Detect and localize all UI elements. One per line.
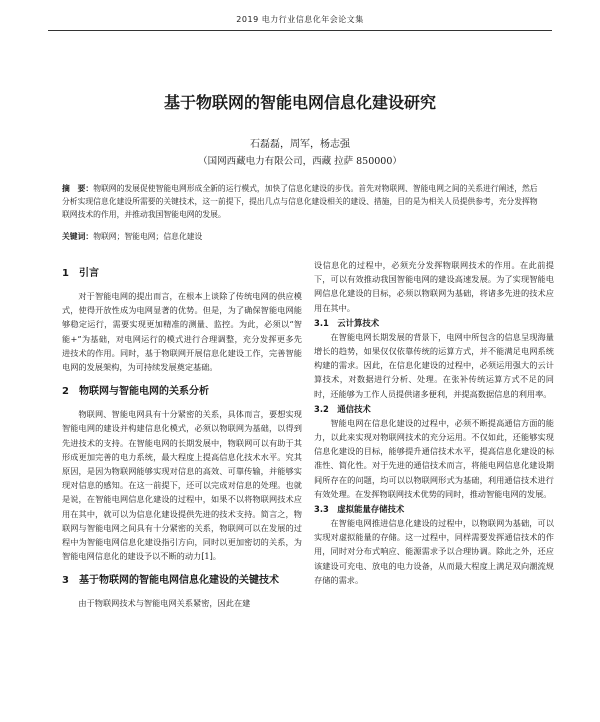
paragraph: 在智能电网推进信息化建设的过程中，以物联网为基础，可以实现对虚拟能量的存储。这一过程中，同样需要发挥通信技术的作用，同时对分布式响应、能源需求予以合理协调。除此之外，还应该建设可充电、放电的电力设备，从而最大程度上满足双向潮流规存储的需求。 bbox=[314, 518, 554, 585]
subsection-heading-virtual-energy-storage: 3.3 虚拟能量存储技术 bbox=[314, 504, 405, 515]
abstract-text: 物联网的发展促使智能电网形成全新的运行模式，加快了信息化建设的步伐。首先对物联网、智能电网之间的关系进行阐述，然后分析实现信息化建设所需要的关键技术，这一前提下，提出几点与信息化建设相关的建设、措施，目的是为相关人员提供参考，充分发挥物联网技术的作用，并推动我国智能电网的发展。 bbox=[62, 184, 538, 219]
subsection-heading-cloud-computing: 3.1 云计算技术 bbox=[314, 317, 380, 328]
section-heading-relationship: 2 物联网与智能电网的关系分析 bbox=[62, 386, 209, 398]
keywords bbox=[62, 230, 542, 243]
section-heading-introduction: 1 引言 bbox=[62, 268, 99, 279]
paragraph: 设信息化的过程中，必须充分发挥物联网技术的作用。在此前提下，可以有效推动我国智能电网的建设高速发展。为了实现智能电网信息化建设的目标，必须以物联网为基础，将诸多先进的技术应用在其中。 bbox=[314, 260, 554, 313]
paragraph: 物联网、智能电网具有十分紧密的关系，具体而言，要想实现智能电网的建设并构建信息化模式，必须以物联网为基础，以得到先进技术的支持。在智能电网的长期发展中，物联网可以有助于其形成更加完善的电力系统，最大程度上提高信息化技术水平。究其原因，是因为物联网能够实现对信息的高效、可靠传输，并能够实现对信息的感知。在这一前提下，还可以完成对信息的处理。也就是说，在智能电网信息化建设的过程中，如果不以将物联网技术应用在其中，就可以为信息化建设提供先进的技术支持。简言之，物联网与智能电网之间具有十分紧密的关系，物联网可以在发展的过程中为智能电网信息化建设指引方向，同时以更加密切的关系，为智能电网信息化的建设予以不断的动力[1]。 bbox=[62, 409, 302, 562]
header-rule bbox=[48, 30, 552, 31]
paragraph: 智能电网在信息化建设的过程中，必须不断提高通信方面的能力，以此来实现对物联网技术的充分运用。不仅如此，还能够实现信息化建设的目标，能够提升通信技术水平，提高信息化建设的标准性、简化性。对于先进的通信技术而言，将能电网信息化建设期间所存在的问题，均可以以物联网形式为基础，利用通信技术进行有效处理。在发挥物联网技术优势的同时，推动智能电网的发展。 bbox=[314, 417, 554, 499]
left-column bbox=[62, 258, 302, 611]
section-heading-key-technologies: 3 基于物联网的智能电网信息化建设的关键技术 bbox=[62, 575, 279, 587]
paragraph: 在智能电网长期发展的背景下，电网中所包含的信息呈现海量增长的趋势，如果仅仅依靠传统的运算方式，并不能满足电网系统构建的需求。因此，在信息化建设的过程中，必须运用强大的云计算技术，对数据进行分析、处理。在张补传统运算方式不足的同时，还能够为工作人员提供诸多便利，并提高数据信息的利用率。 bbox=[314, 331, 554, 399]
paragraph: 由于物联网技术与智能电网关系紧密，因此在建 bbox=[78, 598, 251, 609]
abstract-label: 摘 要： bbox=[62, 184, 94, 193]
keywords-label: 关键词： bbox=[62, 232, 94, 241]
right-column bbox=[314, 258, 554, 587]
subsection-heading-communication: 3.2 通信技术 bbox=[314, 403, 371, 414]
authors: 石磊磊，周军，杨志强 bbox=[250, 139, 350, 150]
paper-title: 基于物联网的智能电网信息化建设研究 bbox=[163, 93, 436, 112]
running-header: 2019 电力行业信息化年会论文集 bbox=[236, 15, 364, 24]
keywords-text: 物联网；智能电网；信息化建设 bbox=[93, 232, 203, 241]
abstract bbox=[62, 182, 542, 221]
affiliation: （国网西藏电力有限公司，西藏 拉萨 850000） bbox=[198, 156, 402, 167]
paragraph: 对于智能电网的提出而言，在根本上谈除了传统电网的供应模式，使得开放性成为电网显著的优势。但是，为了确保智能电网能够稳定运行，需要实现更加精准的测量、监控。为此，必须以“智能+”为基础，对电网运行的模式进行合理调整，充分发挥更多先进技术的作用。同时，基于物联网开展信息化建设工作，完善智能电网的发展架构，为可持续发展奠定基础。 bbox=[62, 291, 302, 373]
